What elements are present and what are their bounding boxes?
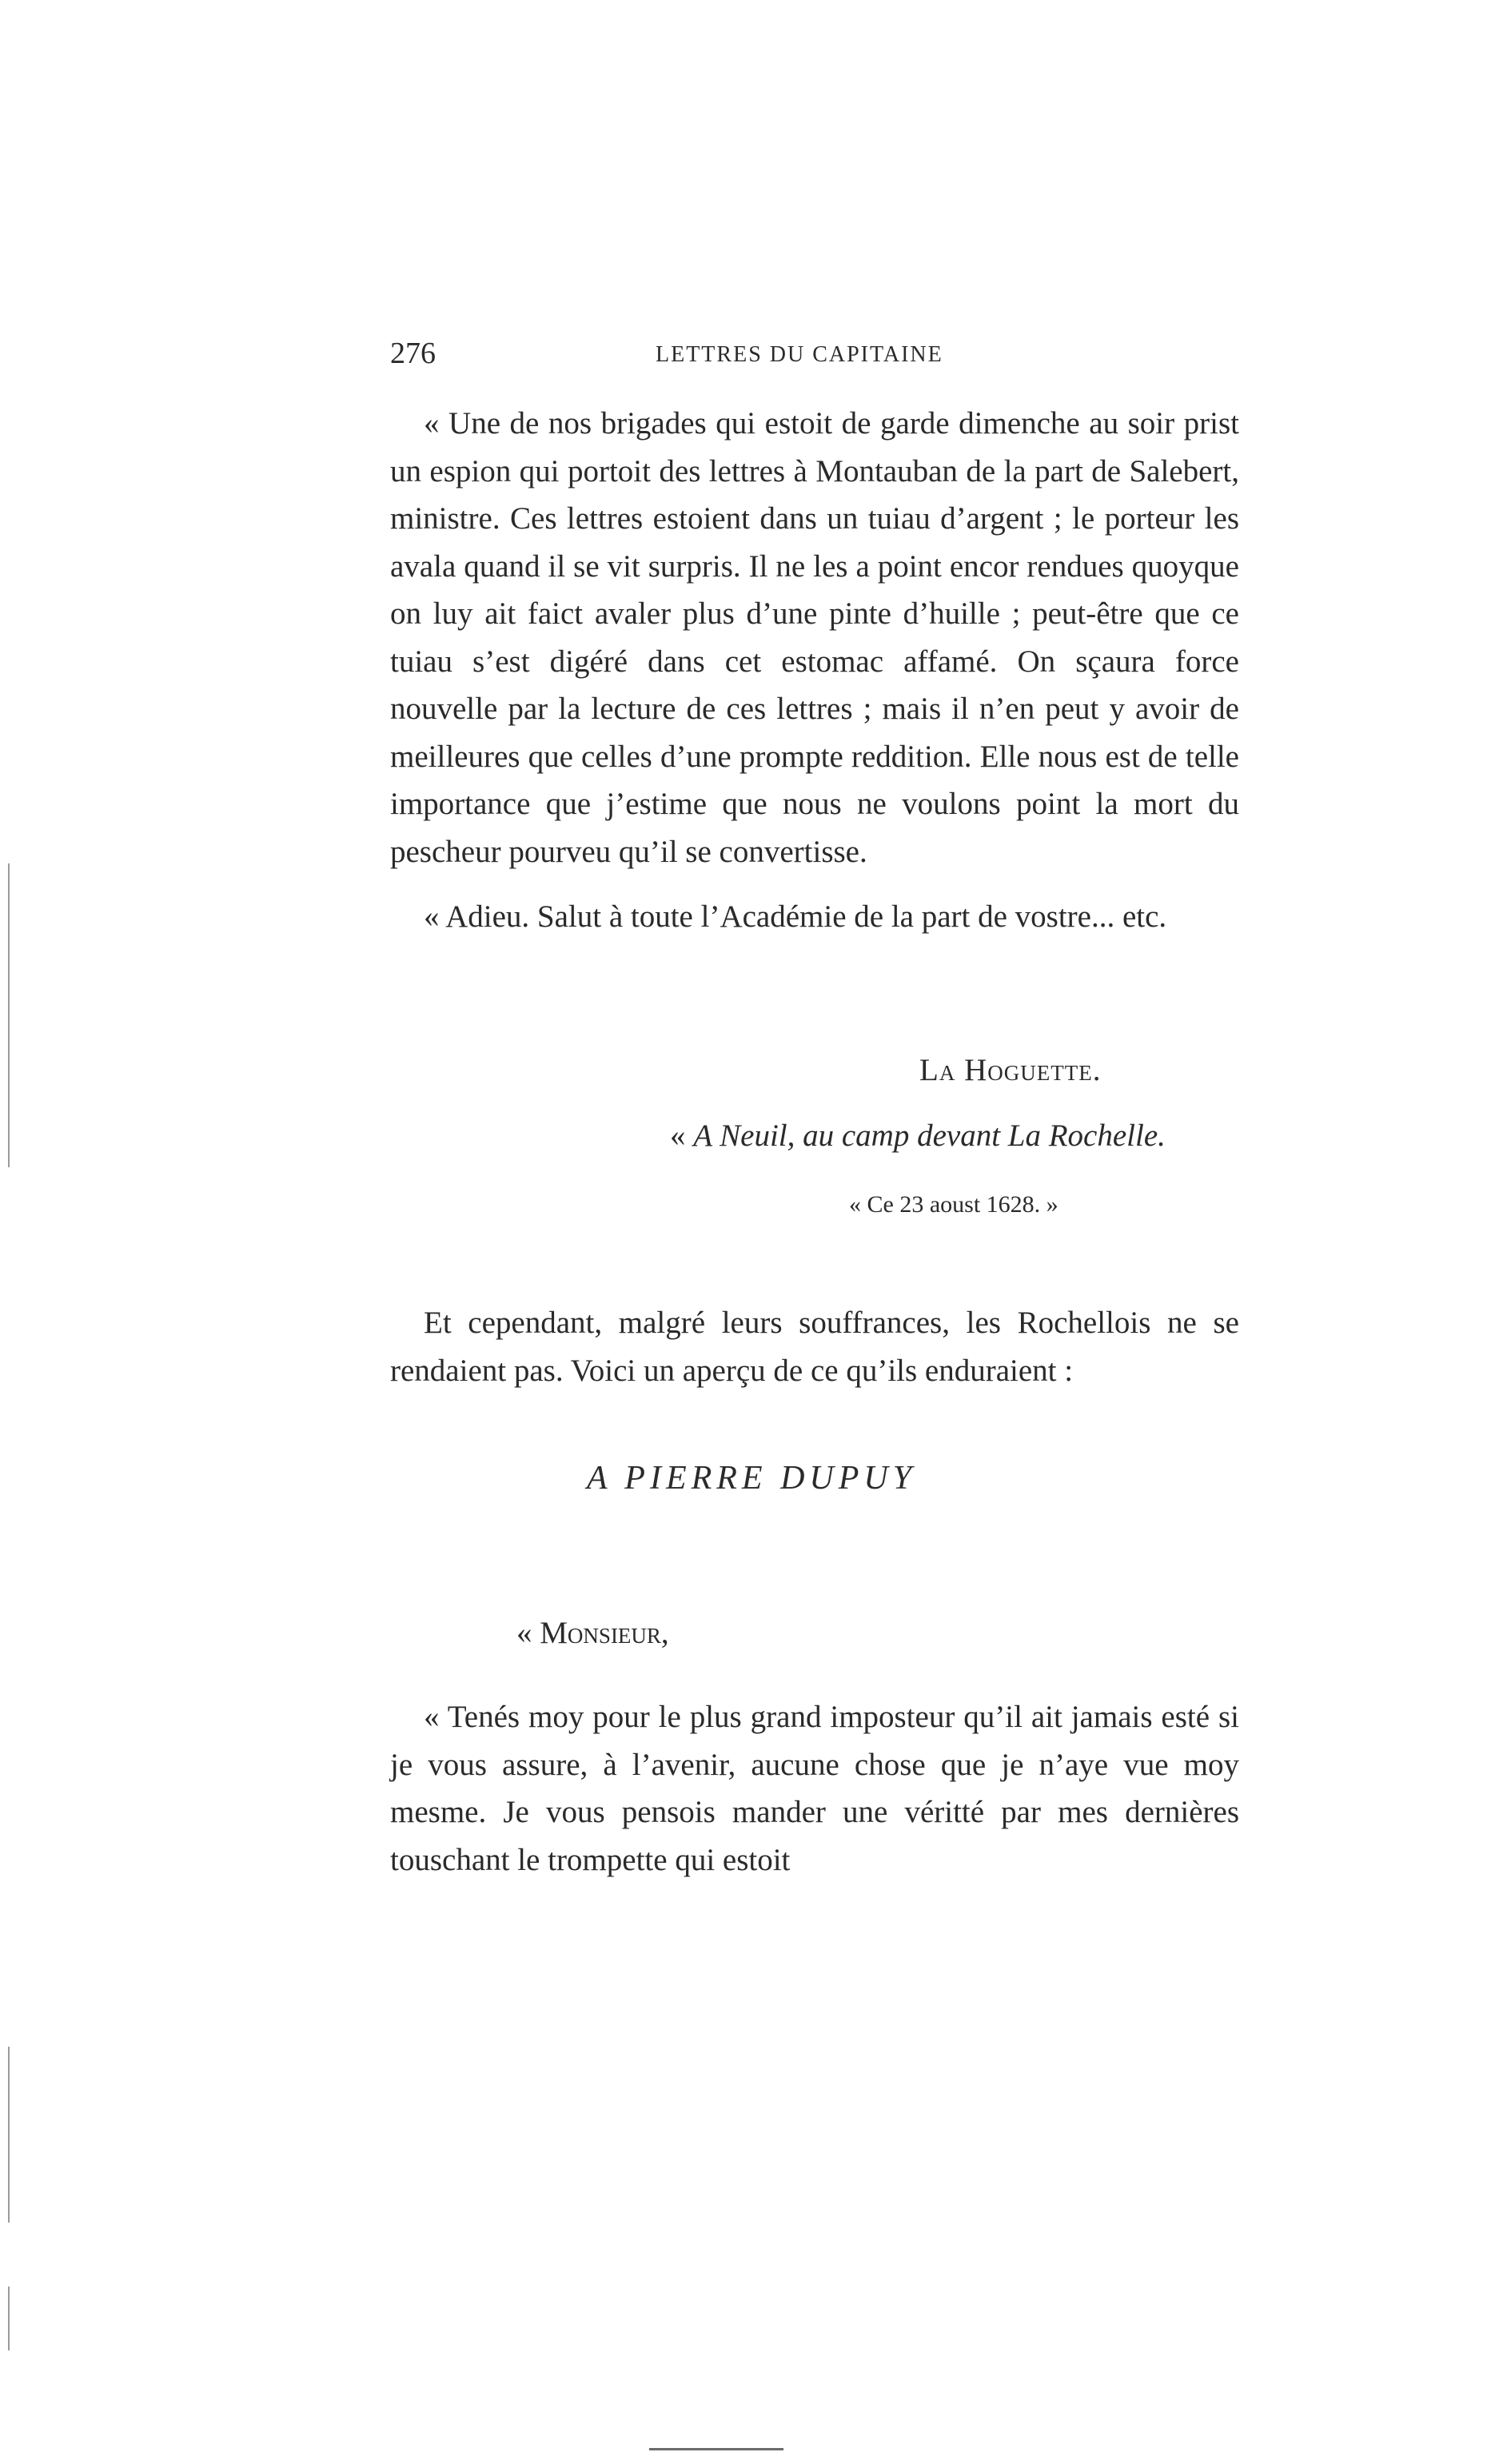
narrative-paragraph: [390, 1299, 1239, 1394]
running-head: LETTRES DU CAPITAINE: [656, 342, 943, 367]
letter-paragraph: « Une de nos brigades qui estoit de garde dimenche au soir prist un espion qui portoit des lettres à Montauban de la part de Salebert, ministre. Ces lettres estoient dans un tuiau d’argent ; le porteur les avala quand il se vit surpris. Il ne les a point encor rendues quoyque on luy ait faict avaler plus d’une pinte d’huille ; peut-être que ce tuiau s’est digéré dans cet estomac affamé. On sçaura force nouvelle par la lecture de ces lettres ; mais il n’en peut y avoir de meilleures que celles d’une prompte reddition. Elle nous est de telle importance que j’estime que nous ne voulons point la mort du pescheur pourveu qu’il se convertisse.: [390, 406, 1239, 869]
letter-body: [390, 400, 1239, 941]
salutation: « Monsieur,: [516, 1616, 669, 1650]
scan-margin-mark: [8, 863, 10, 1167]
narrative-text: Et cependant, malgré leurs souffrances, les Rochellois ne se rendaient pas. Voici un aperçu de ce qu’ils enduraient :: [390, 1306, 1239, 1388]
signature: La Hoguette.: [919, 1053, 1102, 1087]
dateline-text: A Neuil, au camp devant La Rochelle.: [693, 1118, 1166, 1153]
letter-date: « Ce 23 aoust 1628. »: [849, 1191, 1058, 1218]
letter-body: [390, 1693, 1239, 1884]
letter-paragraph: « Adieu. Salut à toute l’Académie de la part de vostre... etc.: [424, 899, 1167, 934]
letter-paragraph: « Tenés moy pour le plus grand imposteur qu’il ait jamais esté si je vous assure, à l’avenir, aucune chose que je n’aye vue moy mesme. Je vous pensois mander une véritté par mes dernières touschant le trompette qui estoit: [390, 1700, 1239, 1877]
page-number: 276: [390, 337, 436, 370]
dateline: [670, 1118, 1166, 1154]
scan-margin-mark: [8, 2047, 10, 2223]
footer-rule: [649, 2448, 783, 2450]
dateline-quote: «: [670, 1118, 694, 1153]
section-heading: A PIERRE DUPUY: [586, 1460, 917, 1497]
scan-margin-mark: [8, 2287, 10, 2350]
